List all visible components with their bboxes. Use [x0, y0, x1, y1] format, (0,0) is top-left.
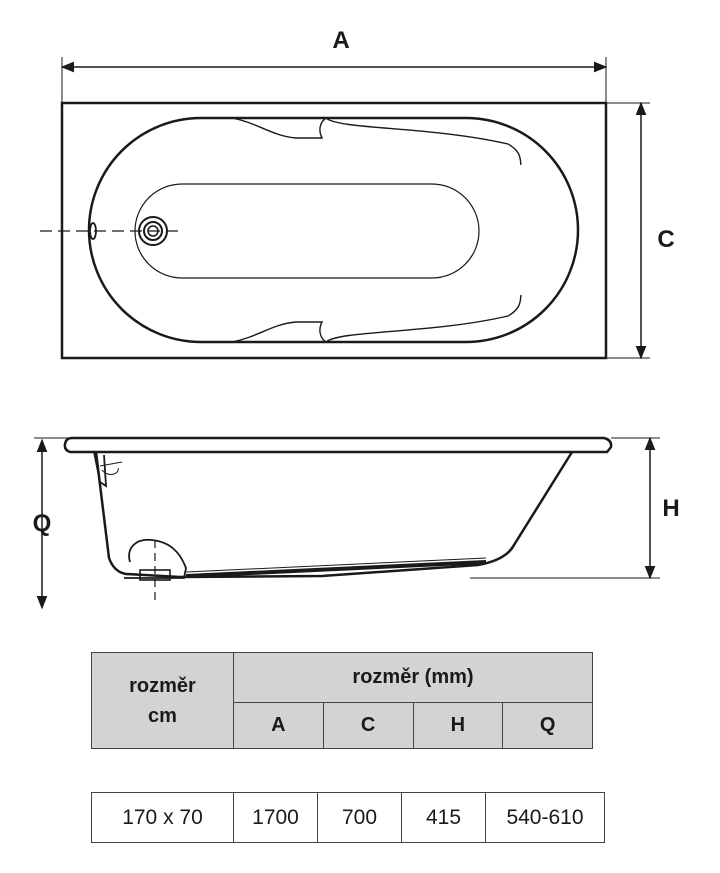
- mm-header-cell: rozměr (mm): [234, 653, 593, 703]
- tub-body-profile: [96, 452, 572, 577]
- dimension-c-label: C: [657, 226, 675, 253]
- dimension-q-label: Q: [32, 510, 52, 537]
- size-header-cell: [92, 653, 234, 749]
- cell-h: 415: [402, 793, 486, 843]
- tub-rim-profile: [65, 438, 611, 452]
- cell-size: 170 x 70: [92, 793, 234, 843]
- size-header-line1: rozměr: [129, 674, 196, 697]
- column-header-c: C: [323, 703, 413, 749]
- spec-header-table: [91, 652, 593, 749]
- cell-q: 540-610: [486, 793, 605, 843]
- dimension-a-label: A: [332, 27, 350, 54]
- top-view: [40, 57, 650, 358]
- overflow-fitting: [94, 452, 106, 486]
- cell-a: 1700: [234, 793, 318, 843]
- tub-floor-outline: [135, 184, 479, 278]
- column-header-a: A: [234, 703, 324, 749]
- size-header-line2: cm: [148, 704, 177, 727]
- dimension-h-label: H: [662, 495, 680, 522]
- cell-c: 700: [318, 793, 402, 843]
- side-view: [34, 438, 660, 608]
- spec-values-table: [91, 792, 605, 843]
- column-header-h: H: [413, 703, 503, 749]
- column-header-q: Q: [503, 703, 593, 749]
- table-row: [92, 793, 605, 843]
